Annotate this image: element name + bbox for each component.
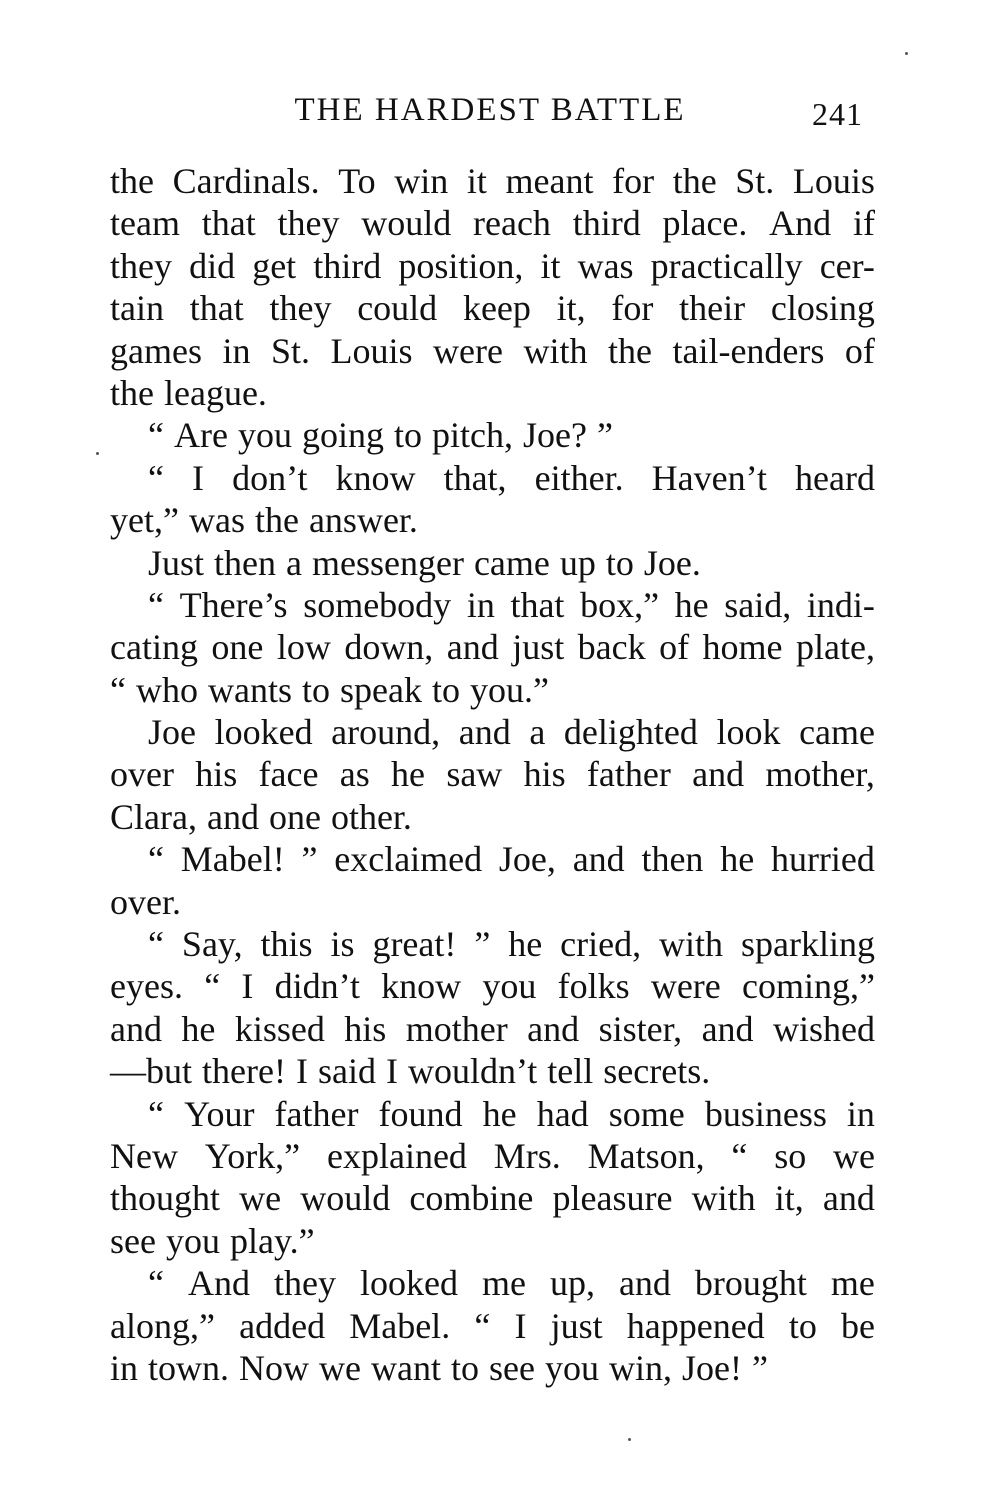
word: and [446,627,499,668]
word: yet,” [110,500,179,541]
text-line [110,1050,875,1092]
text-line [110,499,875,541]
word: saw [446,754,503,795]
word: it [466,161,487,201]
text-line [110,584,875,626]
word: I [192,457,205,498]
text-line [110,1347,875,1389]
word: they [277,203,340,244]
word: who [135,669,198,710]
text-line [110,1305,875,1347]
word: There’s [179,584,288,625]
word: Are [173,415,228,456]
word: the [672,161,717,201]
word: up [559,542,596,583]
word: wants [207,669,292,710]
word: “ [110,669,126,710]
word: Joe. [643,542,701,583]
word: either. [534,457,624,498]
text-line [110,457,875,499]
word: look [716,712,781,753]
word: mother, [765,754,875,795]
word: to [605,542,634,583]
word: I [241,966,254,1007]
word: “ [148,584,164,625]
word: coming,” [742,966,875,1007]
text-line [110,923,875,965]
word: of [844,330,875,371]
word: his [195,754,238,795]
word: over. [110,881,181,922]
word: cried, [560,924,642,965]
word: Cardinals. [172,161,320,201]
word: you [237,415,292,456]
word: would [300,1178,391,1219]
text-line [110,838,875,880]
word: “ [204,966,221,1007]
word: in [110,1347,139,1388]
word: explained [326,1135,467,1176]
word: in [222,330,251,371]
word: they [269,288,332,329]
word: Mrs. [493,1135,561,1176]
word: business [704,1093,827,1134]
page-number: 241 [812,96,863,132]
word: you [165,1220,220,1261]
word: Joe? [522,415,587,456]
word: and [572,839,625,880]
word: face [258,754,319,795]
text-line [110,372,875,414]
word: ” [751,1347,768,1388]
word: know [335,457,416,498]
word: Haven’t [651,457,767,498]
word: he [674,584,709,625]
word: said, [724,584,792,625]
word: Mabel! [180,839,285,880]
word: added [239,1305,326,1346]
word: answer. [308,500,418,541]
word: and [701,1008,754,1049]
word: see [489,1347,535,1388]
word: going [301,415,384,456]
running-head: THE HARDEST BATTLE [294,92,686,128]
text-line [110,202,875,244]
word: of [659,627,690,668]
word: win, [608,1347,672,1388]
word: just [512,627,565,668]
word: “ [148,1263,164,1304]
text-line [110,160,875,202]
word: I [295,1051,308,1092]
word: hurried [770,839,875,880]
word: wouldn’t [407,1051,538,1092]
word: one [268,796,321,837]
word: Joe, [498,839,556,880]
text-line [110,542,875,584]
word: Clara, [110,796,197,837]
word: get [252,245,297,286]
text-line [110,1262,875,1304]
word: as [339,754,370,795]
word: “ [148,924,164,965]
word: don’t [232,457,308,498]
word: plate, [795,627,875,668]
word: to [301,669,330,710]
word: cer- [819,245,875,286]
word: keep [462,288,531,329]
word: Your [184,1093,255,1134]
word: meant [505,161,594,201]
word: Just [148,542,205,583]
word: the [254,500,299,541]
word: said [317,1051,376,1092]
word: he [181,1008,216,1049]
text-line [110,669,875,711]
word: with [523,330,588,371]
word: it, [774,1178,804,1219]
word: up, [549,1263,595,1304]
word: Say, [181,924,243,965]
word: a [529,712,546,753]
word: his [523,754,566,795]
word: want [371,1347,441,1388]
word: over [110,754,174,795]
word: “ [731,1135,748,1176]
word: closing [770,288,875,329]
word: “ [148,415,164,456]
word: kissed [234,1008,325,1049]
word: father [586,754,671,795]
word: we [833,1135,875,1176]
word: know [381,966,462,1007]
word: and [527,1008,580,1049]
text-line [110,753,875,795]
word: place. [662,203,748,244]
text-line [110,1093,875,1135]
word: And [187,1263,250,1304]
word: happened [626,1305,765,1346]
word: low [276,627,331,668]
word: that, [443,457,507,498]
word: to [431,669,460,710]
word: the [608,330,652,371]
word: to [788,1305,817,1346]
word: Joe! [681,1347,742,1388]
word: Louis [330,330,413,371]
word: other. [330,796,412,837]
text-line [110,1008,875,1050]
word: looked [359,1263,458,1304]
word: his [344,1008,387,1049]
word: ” [596,415,613,456]
word: a [286,542,302,583]
word: somebody [303,584,452,625]
word: he [720,839,755,880]
word: cating [110,627,198,668]
text-line [110,881,875,923]
word: St. [735,161,775,201]
word: was [188,500,245,541]
word: tail-enders [672,330,825,371]
word: some [608,1093,685,1134]
word: sister, [598,1008,683,1049]
word: were [433,330,503,371]
word: had [536,1093,589,1134]
word: messenger [312,542,464,583]
word: that [510,584,565,625]
word: exclaimed [334,839,483,880]
word: back [577,627,646,668]
word: practically [650,245,803,286]
word: home [702,627,783,668]
word: that [201,203,256,244]
word: one [211,627,264,668]
word: and [206,796,259,837]
word: in [466,584,495,625]
word: I [514,1305,527,1346]
word: St. [270,330,311,371]
word: indi- [806,584,875,625]
text-line [110,1135,875,1177]
word: Mabel. [349,1305,451,1346]
text-line [110,414,875,456]
word: games [110,330,202,371]
word: so [774,1135,807,1176]
word: would [361,203,452,244]
text-line [110,1220,875,1262]
word: and [458,712,511,753]
word: great! [372,924,457,965]
word: pitch, [431,415,513,456]
word: is [330,924,355,965]
word: me [481,1263,526,1304]
word: Louis [792,161,875,201]
word: ” [474,924,491,965]
word: win [394,161,449,201]
word: they [273,1263,336,1304]
word: in [846,1093,875,1134]
word: and [618,1263,671,1304]
word: were [650,966,721,1007]
word: he [391,754,426,795]
word: and [822,1178,875,1219]
text-line [110,796,875,838]
word: it [540,245,561,286]
word: there! [202,1051,286,1092]
word: then [641,839,704,880]
text-line [110,626,875,668]
word: you [482,966,537,1007]
word: he [508,924,543,965]
word: with [691,1178,756,1219]
word: along,” [110,1305,215,1346]
print-speck [628,1438,631,1441]
word: for [612,161,655,201]
word: came [799,712,875,753]
word: for [611,288,654,329]
word: Matson, [587,1135,705,1176]
word: it, [556,288,586,329]
word: did [189,245,236,286]
text-line [110,287,875,329]
word: then [214,542,277,583]
word: wished [773,1008,875,1049]
word: York,” [204,1135,301,1176]
word: around, [331,712,441,753]
word: you [544,1347,599,1388]
word: me [830,1263,875,1304]
word: he [482,1093,517,1134]
word: found [378,1093,463,1134]
word: tain [110,288,164,329]
print-speck [905,52,908,55]
word: position, [398,245,524,286]
word: box,” [580,584,660,625]
word: with [659,924,724,965]
word: the [110,372,154,413]
word: father [274,1093,359,1134]
word: reach [473,203,551,244]
word: and [110,1008,162,1049]
word: this [260,924,313,965]
word: I [385,1051,398,1092]
text-line [110,711,875,753]
word: to [450,1347,479,1388]
text-line [110,330,875,372]
word: secrets. [603,1051,711,1092]
word: they [110,245,172,286]
text-line [110,1177,875,1219]
word: pleasure [552,1178,673,1219]
word: “ [474,1305,491,1346]
word: see [110,1220,156,1261]
word: play.” [229,1220,315,1261]
word: be [840,1305,875,1346]
word: we [319,1347,361,1388]
word: Now [239,1347,310,1388]
word: combine [409,1178,534,1219]
word: thought [110,1178,221,1219]
word: ” [301,839,318,880]
word: delighted [563,712,698,753]
word: folks [557,966,630,1007]
word: didn’t [274,966,360,1007]
word: eyes. [110,966,183,1007]
word: sparkling [741,924,875,965]
word: and [692,754,745,795]
word: To [338,161,376,201]
word: town. [148,1347,230,1388]
word: speak [340,669,422,710]
word: their [679,288,746,329]
word: to [393,415,422,456]
word: league. [163,372,267,413]
word: New [110,1135,178,1176]
word: Joe [148,712,196,753]
print-speck [96,452,99,455]
word: if [852,203,875,244]
word: third [313,245,382,286]
word: brought [694,1263,807,1304]
text-line [110,245,875,287]
word: third [572,203,641,244]
word: team [110,203,180,244]
text-line [110,965,875,1007]
word: “ [148,839,164,880]
word: “ [148,457,164,498]
word: we [239,1178,282,1219]
word: —but [110,1051,193,1092]
word: you.” [469,669,549,710]
word: was [577,245,634,286]
word: the [110,161,154,201]
word: mother [405,1008,508,1049]
word: heard [795,457,875,498]
word: looked [214,712,313,753]
word: that [189,288,244,329]
body-text [110,160,875,1389]
word: down, [344,627,434,668]
word: came [473,542,550,583]
word: could [357,288,438,329]
word: tell [547,1051,594,1092]
word: “ [148,1093,164,1134]
word: just [550,1305,603,1346]
word: And [769,203,832,244]
